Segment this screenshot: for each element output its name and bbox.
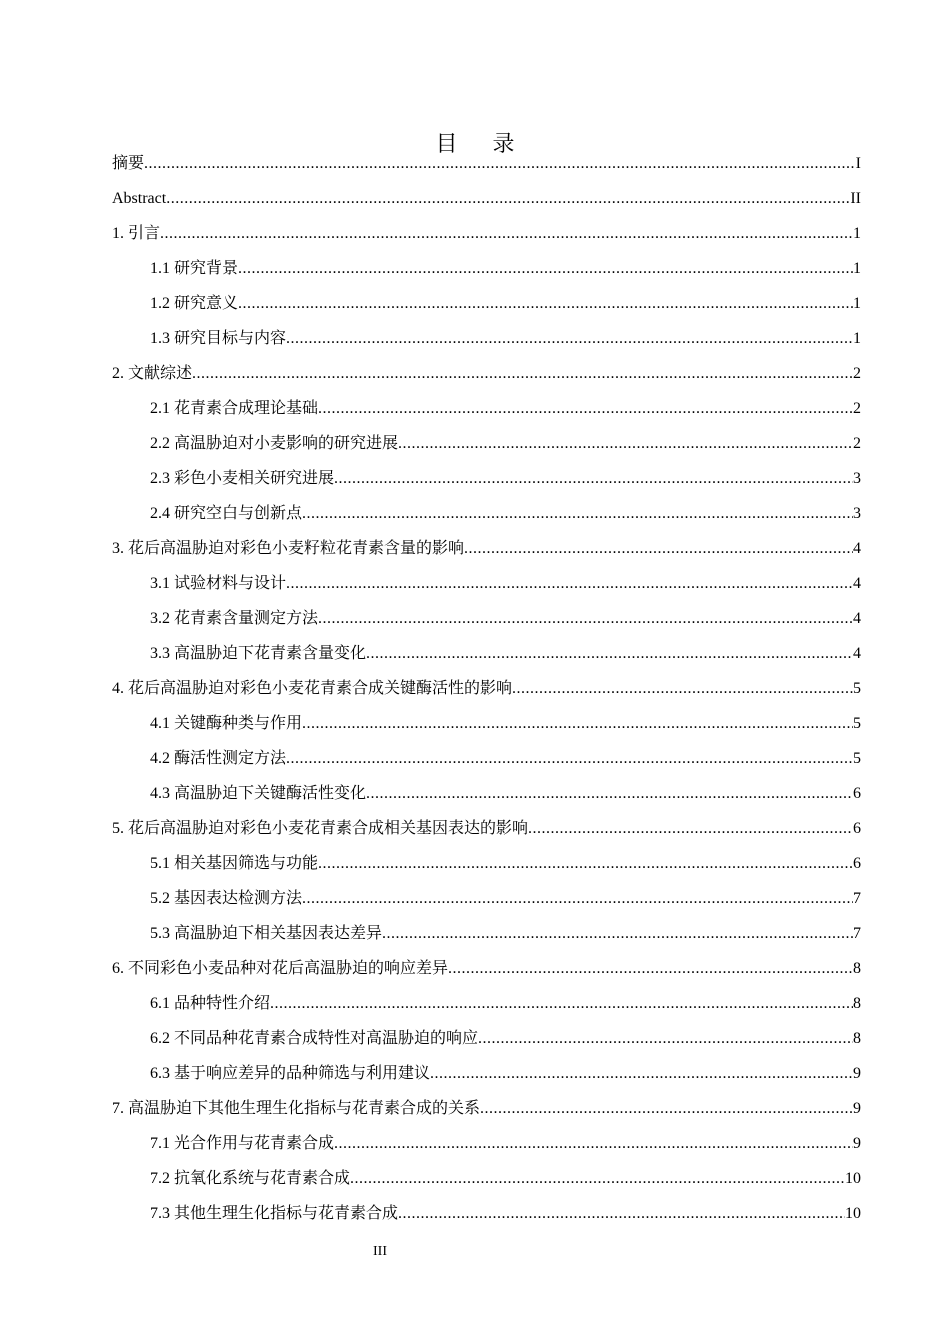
dot-leader — [166, 181, 850, 216]
toc-entry-title: 5.1 相关基因筛选与功能 — [150, 855, 319, 872]
toc-entry-title: 5.3 高温胁迫下相关基因表达差异 — [150, 925, 383, 942]
toc-entry[interactable] — [112, 1126, 861, 1161]
toc-entry-page: 6 — [853, 820, 861, 837]
toc-entry-title: 摘要 — [112, 155, 145, 172]
toc-entry-page: 8 — [853, 1030, 861, 1047]
toc-entry-title: 3.3 高温胁迫下花青素含量变化 — [150, 645, 367, 662]
dot-leader — [238, 251, 853, 286]
toc-entry[interactable] — [112, 776, 861, 811]
dot-leader — [192, 356, 853, 391]
dot-leader — [478, 1021, 853, 1056]
toc-title: 目 录 — [435, 131, 529, 157]
toc-entry-title: 4.1 关键酶种类与作用 — [150, 715, 303, 732]
toc-entry-page: 4 — [853, 575, 861, 592]
toc-entry-page: 6 — [853, 785, 861, 802]
dot-leader — [512, 671, 853, 706]
dot-leader — [334, 1126, 853, 1161]
toc-entry[interactable] — [112, 181, 861, 216]
toc-entry-page: 7 — [853, 925, 861, 942]
dot-leader — [464, 531, 853, 566]
dot-leader — [286, 566, 853, 601]
toc-entry[interactable] — [112, 846, 861, 881]
dot-leader — [448, 951, 853, 986]
toc-entry[interactable] — [112, 1021, 861, 1056]
toc-entry-page: 10 — [845, 1170, 861, 1187]
toc-entry-title: 5. 花后高温胁迫对彩色小麦花青素合成相关基因表达的影响 — [112, 820, 529, 837]
toc-entry-title: 5.2 基因表达检测方法 — [150, 890, 303, 907]
dot-leader — [238, 286, 853, 321]
toc-entry[interactable] — [112, 811, 861, 846]
toc-entry[interactable] — [112, 531, 861, 566]
toc-entry[interactable] — [112, 426, 861, 461]
toc-entry-title: 2.4 研究空白与创新点 — [150, 505, 303, 522]
toc-entry-page: 9 — [853, 1100, 861, 1117]
toc-entry-title: 2.2 高温胁迫对小麦影响的研究进展 — [150, 435, 399, 452]
toc-entry-page: 2 — [853, 435, 861, 452]
toc-entry-page: 8 — [853, 960, 861, 977]
dot-leader — [398, 1196, 845, 1231]
toc-entry-title: 6.1 品种特性介绍 — [150, 995, 271, 1012]
toc-entry-title: 2.1 花青素合成理论基础 — [150, 400, 319, 417]
dot-leader — [302, 881, 853, 916]
dot-leader — [480, 1091, 853, 1126]
toc-entry-title: 2. 文献综述 — [112, 365, 193, 382]
toc-entry-title: 6. 不同彩色小麦品种对花后高温胁迫的响应差异 — [112, 960, 449, 977]
toc-entry-page: 6 — [853, 855, 861, 872]
toc-entry-page: 4 — [853, 645, 861, 662]
toc-entry-title: 7.3 其他生理生化指标与花青素合成 — [150, 1205, 399, 1222]
toc-entry-title: 4.3 高温胁迫下关键酶活性变化 — [150, 785, 367, 802]
toc-entry-page: 1 — [853, 295, 861, 312]
toc-entry[interactable] — [112, 881, 861, 916]
toc-entry-title: 3.1 试验材料与设计 — [150, 575, 287, 592]
toc-entry[interactable] — [112, 951, 861, 986]
toc-entry[interactable] — [112, 1056, 861, 1091]
toc-entry-page: 2 — [853, 365, 861, 382]
dot-leader — [286, 741, 853, 776]
toc-entry-page: 4 — [853, 610, 861, 627]
toc-entry-title: 7.1 光合作用与花青素合成 — [150, 1135, 335, 1152]
toc-entry-page: 1 — [853, 225, 861, 242]
toc-entry-page: 5 — [853, 680, 861, 697]
dot-leader — [398, 426, 853, 461]
dot-leader — [302, 496, 853, 531]
toc-entry-title: Abstract — [112, 190, 167, 207]
page-number: III — [373, 1244, 387, 1259]
toc-entry[interactable] — [112, 216, 861, 251]
toc-entry[interactable] — [112, 741, 861, 776]
dot-leader — [366, 636, 853, 671]
toc-entry-title: 1.3 研究目标与内容 — [150, 330, 287, 347]
toc-entry-page: 9 — [853, 1135, 861, 1152]
toc-entry-title: 3. 花后高温胁迫对彩色小麦籽粒花青素含量的影响 — [112, 540, 465, 557]
toc-entry[interactable] — [112, 1161, 861, 1196]
toc-entry[interactable] — [112, 391, 861, 426]
toc-entry[interactable] — [112, 146, 861, 181]
dot-leader — [366, 776, 853, 811]
dot-leader — [334, 461, 853, 496]
toc-entry[interactable] — [112, 321, 861, 356]
dot-leader — [286, 321, 853, 356]
toc-entry-page: 7 — [853, 890, 861, 907]
toc-entry-page: I — [855, 155, 861, 172]
toc-entry-page: 3 — [853, 505, 861, 522]
dot-leader — [350, 1161, 845, 1196]
toc-entry[interactable] — [112, 671, 861, 706]
toc-entry-page: II — [850, 190, 861, 207]
toc-list — [112, 146, 861, 1231]
toc-entry[interactable] — [112, 356, 861, 391]
toc-entry-page: 2 — [853, 400, 861, 417]
toc-entry[interactable] — [112, 251, 861, 286]
toc-entry[interactable] — [112, 636, 861, 671]
toc-entry-title: 1. 引言 — [112, 225, 161, 242]
toc-entry-page: 5 — [853, 750, 861, 767]
toc-entry[interactable] — [112, 286, 861, 321]
toc-entry-page: 1 — [853, 260, 861, 277]
toc-entry-page: 4 — [853, 540, 861, 557]
dot-leader — [160, 216, 853, 251]
toc-entry-title: 1.1 研究背景 — [150, 260, 239, 277]
toc-entry[interactable] — [112, 601, 861, 636]
toc-entry[interactable] — [112, 496, 861, 531]
toc-entry-page: 1 — [853, 330, 861, 347]
toc-entry-title: 6.2 不同品种花青素合成特性对高温胁迫的响应 — [150, 1030, 479, 1047]
toc-entry[interactable] — [112, 986, 861, 1021]
toc-entry-title: 2.3 彩色小麦相关研究进展 — [150, 470, 335, 487]
toc-entry-title: 4. 花后高温胁迫对彩色小麦花青素合成关键酶活性的影响 — [112, 680, 513, 697]
dot-leader — [318, 391, 853, 426]
dot-leader — [302, 706, 853, 741]
toc-entry-title: 3.2 花青素含量测定方法 — [150, 610, 319, 627]
dot-leader — [270, 986, 853, 1021]
toc-entry[interactable] — [112, 461, 861, 496]
toc-entry-title: 1.2 研究意义 — [150, 295, 239, 312]
toc-entry[interactable] — [112, 566, 861, 601]
toc-entry-title: 4.2 酶活性测定方法 — [150, 750, 287, 767]
toc-entry[interactable] — [112, 916, 861, 951]
toc-entry-title: 7. 高温胁迫下其他生理生化指标与花青素合成的关系 — [112, 1100, 481, 1117]
dot-leader — [382, 916, 853, 951]
toc-entry[interactable] — [112, 706, 861, 741]
dot-leader — [528, 811, 853, 846]
toc-entry-page: 8 — [853, 995, 861, 1012]
dot-leader — [430, 1056, 853, 1091]
dot-leader — [318, 601, 853, 636]
toc-entry-page: 3 — [853, 470, 861, 487]
toc-entry-page: 5 — [853, 715, 861, 732]
toc-entry-page: 9 — [853, 1065, 861, 1082]
dot-leader — [318, 846, 853, 881]
toc-entry-title: 7.2 抗氧化系统与花青素合成 — [150, 1170, 351, 1187]
toc-entry-title: 6.3 基于响应差异的品种筛选与利用建议 — [150, 1065, 431, 1082]
toc-entry[interactable] — [112, 1196, 861, 1231]
dot-leader — [144, 146, 856, 181]
toc-entry-page: 10 — [845, 1205, 861, 1222]
toc-entry[interactable] — [112, 1091, 861, 1126]
